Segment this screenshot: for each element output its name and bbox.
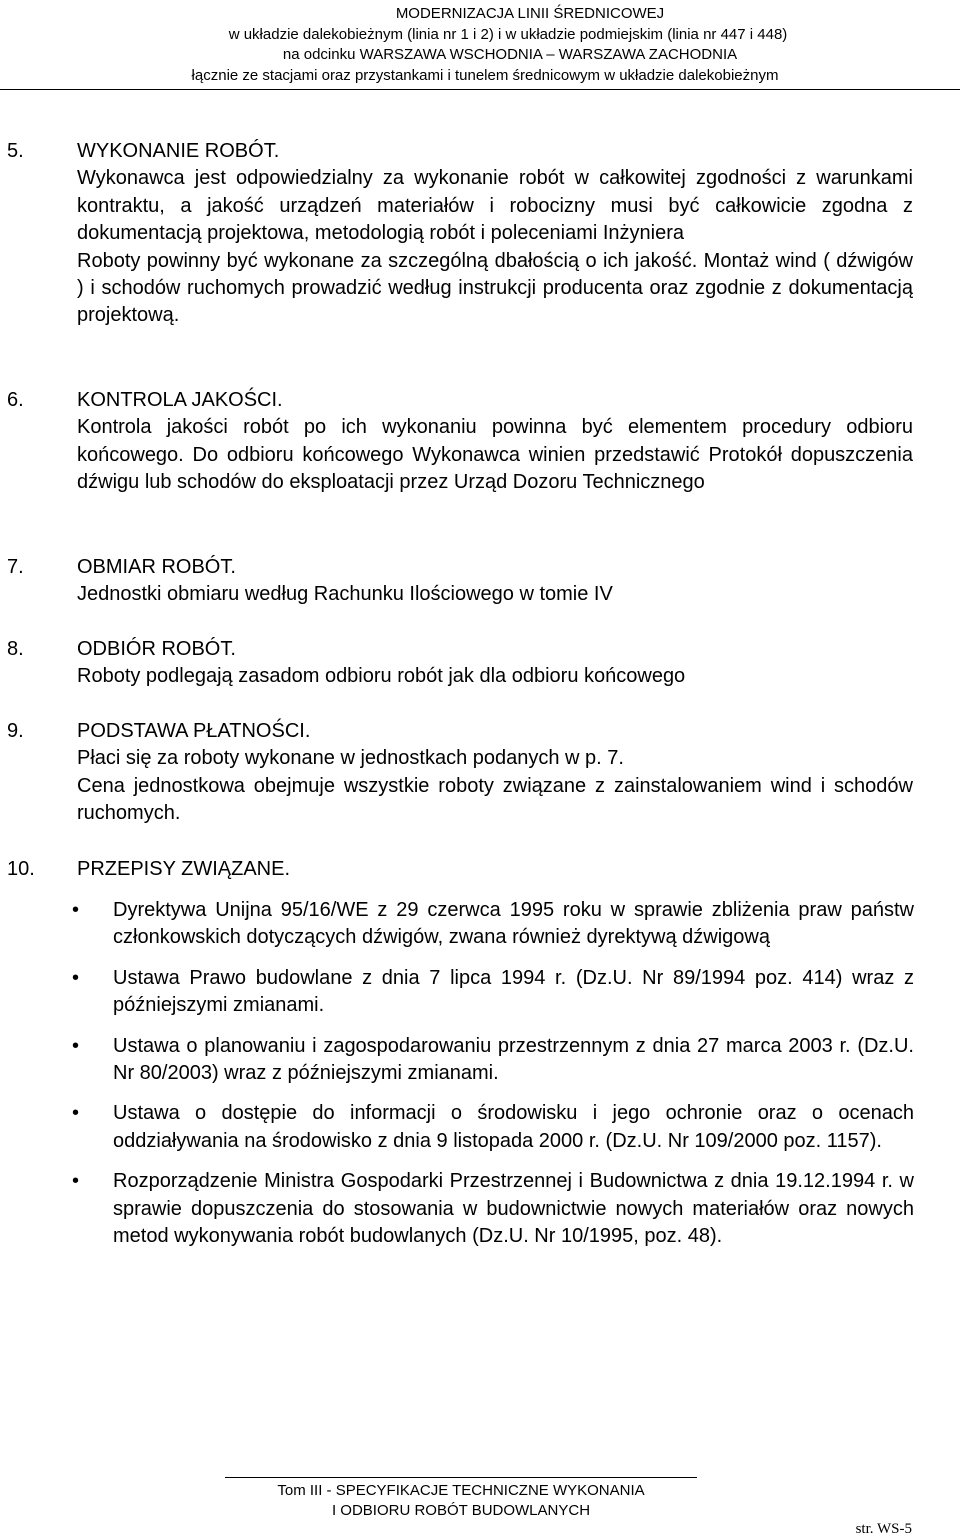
list-item-text: Ustawa o planowaniu i zagospodarowaniu przestrzennym z dnia 27 marca 2003 r. (Dz.U. Nr 80/2003) wraz z późniejszymi zmianami. bbox=[113, 1034, 914, 1085]
list-item bbox=[72, 965, 914, 1020]
footer-line-1: Tom III - SPECYFIKACJE TECHNICZNE WYKONANIA bbox=[277, 1482, 645, 1499]
section-number: 9. bbox=[7, 720, 24, 742]
section-7 bbox=[7, 554, 913, 609]
paragraph: Wykonawca jest odpowiedzialny za wykonanie robót w całkowitej zgodności z warunkami kontraktu, a jakość urządzeń materiałów i robocizny musi być całkowicie zgodna z dokumentacją projektowa, metodologią robót i poleceniami Inżyniera bbox=[77, 167, 913, 245]
page-number: str. WS-5 bbox=[855, 1521, 912, 1537]
section-number: 10. bbox=[7, 858, 35, 880]
bullet-icon: • bbox=[72, 1170, 80, 1193]
paragraph: Kontrola jakości robót po ich wykonaniu powinna być elementem procedury odbioru końcowego. Do odbioru końcowego Wykonawca winien przedstawić Protokół dopuszczenia dźwigu lub schodów do eksploatacji przez Urząd Dozoru Technicznego bbox=[77, 416, 913, 494]
section-number: 6. bbox=[7, 389, 24, 411]
list-item-text: Dyrektywa Unijna 95/16/WE z 29 czerwca 1995 roku w sprawie zbliżenia praw państw członkowskich dotyczących dźwigów, zwana również dyrektywą dźwigową bbox=[113, 899, 914, 949]
list-item-text: Rozporządzenie Ministra Gospodarki Przestrzennej i Budownictwa z dnia 19.12.1994 r. w sprawie dopuszczenia do stosowania w budownictwie nowych materiałów oraz nowych metod wykonywania robót budowlanych (Dz.U. Nr 10/1995, poz. 48). bbox=[113, 1170, 914, 1248]
header-line-4: łącznie ze stacjami oraz przystankami i tunelem średnicowym w układzie dalekobieżnym bbox=[191, 66, 779, 84]
section-heading bbox=[7, 387, 913, 414]
list-item-text: Ustawa o dostępie do informacji o środowisku i jego ochronie oraz o ocenach oddziaływania na środowisko z dnia 9 listopada 2000 r. (Dz.U. Nr 109/2000 poz. 1157). bbox=[113, 1102, 914, 1152]
paragraph: Roboty podlegają zasadom odbioru robót jak dla odbioru końcowego bbox=[77, 665, 686, 688]
section-5 bbox=[7, 138, 913, 330]
section-9 bbox=[7, 718, 913, 828]
paragraph: Cena jednostkowa obejmuje wszystkie roboty związane z zainstalowaniem wind i schodów ruchomych. bbox=[77, 774, 913, 825]
footer-divider bbox=[225, 1477, 697, 1478]
section-heading bbox=[7, 718, 913, 745]
section-title: KONTROLA JAKOŚCI. bbox=[77, 389, 283, 411]
section-heading bbox=[7, 554, 913, 581]
section-title: OBMIAR ROBÓT. bbox=[77, 556, 236, 578]
list-item bbox=[72, 1033, 914, 1088]
paragraph: Jednostki obmiaru według Rachunku Ilościowego w tomie IV bbox=[77, 583, 613, 606]
bullet-icon: • bbox=[72, 899, 80, 921]
section-6 bbox=[7, 387, 913, 497]
regulations-list bbox=[72, 897, 914, 1263]
section-heading bbox=[7, 138, 913, 165]
header-line-2: w układzie dalekobieżnym (linia nr 1 i 2) i w układzie podmiejskim (linia nr 447 i 448) bbox=[228, 25, 788, 43]
section-title: PODSTAWA PŁATNOŚCI. bbox=[77, 720, 311, 742]
paragraph: Płaci się za roboty wykonane w jednostkach podanych w p. 7. bbox=[77, 747, 624, 770]
list-item-text: Ustawa Prawo budowlane z dnia 7 lipca 1994 r. (Dz.U. Nr 89/1994 poz. 414) wraz z późniejszymi zmianami. bbox=[113, 966, 914, 1017]
section-heading bbox=[7, 636, 913, 663]
section-10 bbox=[7, 856, 913, 883]
section-number: 7. bbox=[7, 556, 24, 578]
list-item bbox=[72, 1100, 914, 1155]
section-title: PRZEPISY ZWIĄZANE. bbox=[77, 858, 290, 880]
page-header bbox=[0, 4, 960, 86]
section-heading bbox=[7, 856, 913, 883]
page-footer bbox=[225, 1481, 697, 1521]
section-number: 5. bbox=[7, 140, 24, 162]
header-divider bbox=[0, 89, 960, 90]
list-item bbox=[72, 1168, 914, 1250]
section-8 bbox=[7, 636, 913, 691]
paragraph: Roboty powinny być wykonane za szczególną dbałością o ich jakość. Montaż wind ( dźwigów ) i schodów ruchomych prowadzić według instrukcji producenta oraz zgodnie z dokumentacją projektową. bbox=[77, 249, 913, 327]
header-line-1: MODERNIZACJA LINII ŚREDNICOWEJ bbox=[395, 5, 665, 22]
section-title: ODBIÓR ROBÓT. bbox=[77, 638, 236, 660]
list-item bbox=[72, 897, 914, 952]
section-title: WYKONANIE ROBÓT. bbox=[77, 140, 280, 162]
bullet-icon: • bbox=[72, 1034, 80, 1057]
header-line-3: na odcinku WARSZAWA WSCHODNIA – WARSZAWA ZACHODNIA bbox=[282, 46, 738, 63]
footer-line-2: I ODBIORU ROBÓT BUDOWLANYCH bbox=[331, 1502, 591, 1519]
section-number: 8. bbox=[7, 638, 24, 660]
bullet-icon: • bbox=[72, 966, 80, 989]
bullet-icon: • bbox=[72, 1102, 80, 1125]
